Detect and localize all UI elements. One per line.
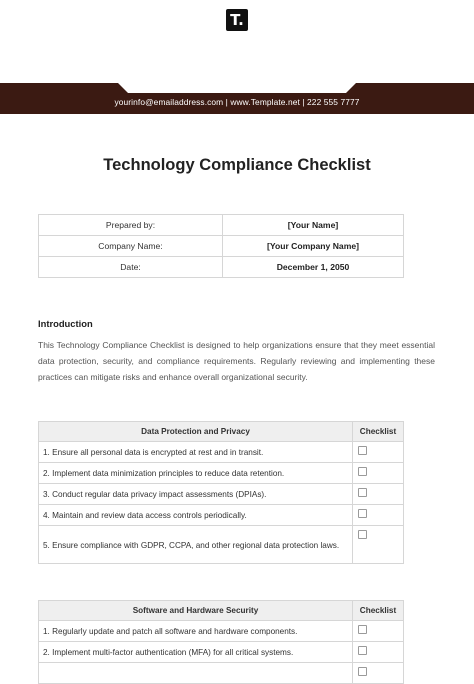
table-row <box>39 663 404 684</box>
table-row <box>39 642 404 663</box>
info-label-company: Company Name: <box>39 236 223 257</box>
checkbox[interactable] <box>358 667 367 676</box>
info-table <box>38 214 404 278</box>
section-title: Software and Hardware Security <box>39 601 353 621</box>
table-row <box>39 484 404 505</box>
introduction-body: This Technology Compliance Checklist is designed to help organizations ensure that they meet essential data protection, security, and compliance requirements. Regularly reviewing and implementing these practices can mitigate risks and enhance overall organizational security. <box>38 340 435 383</box>
info-value-prepared-by: [Your Name] <box>223 215 404 236</box>
section-title: Data Protection and Privacy <box>39 422 353 442</box>
checkbox[interactable] <box>358 488 367 497</box>
checklist-item: 2. Implement multi-factor authentication (MFA) for all critical systems. <box>39 642 353 663</box>
checklist-item: 1. Ensure all personal data is encrypted at rest and in transit. <box>39 442 353 463</box>
checkbox[interactable] <box>358 467 367 476</box>
checklist-item <box>39 663 353 684</box>
checkbox[interactable] <box>358 446 367 455</box>
info-value-date: December 1, 2050 <box>223 257 404 278</box>
checkbox[interactable] <box>358 530 367 539</box>
checkbox-cell <box>353 505 404 526</box>
table-row <box>39 442 404 463</box>
page-title: Technology Compliance Checklist <box>103 156 371 174</box>
section-software-hardware <box>38 600 404 684</box>
checkbox-cell <box>353 621 404 642</box>
checkbox[interactable] <box>358 509 367 518</box>
table-row <box>39 215 404 236</box>
table-row <box>39 526 404 564</box>
info-label-date: Date: <box>39 257 223 278</box>
checklist-item: 4. Maintain and review data access controls periodically. <box>39 505 353 526</box>
checkbox-cell <box>353 484 404 505</box>
introduction-heading: Introduction <box>38 318 93 329</box>
contact-line: yourinfo@emailaddress.com | www.Template.net | 222 555 7777 <box>114 97 360 107</box>
table-header-row <box>39 422 404 442</box>
checkbox[interactable] <box>358 625 367 634</box>
info-value-company: [Your Company Name] <box>223 236 404 257</box>
section-data-protection <box>38 421 404 564</box>
checkbox[interactable] <box>358 646 367 655</box>
checkbox-cell <box>353 463 404 484</box>
checkbox-cell <box>353 663 404 684</box>
table-row <box>39 257 404 278</box>
checkbox-cell <box>353 642 404 663</box>
checkbox-cell <box>353 442 404 463</box>
checklist-item: 3. Conduct regular data privacy impact assessments (DPIAs). <box>39 484 353 505</box>
table-row <box>39 463 404 484</box>
logo: T. <box>226 9 248 31</box>
table-row <box>39 621 404 642</box>
checklist-item: 2. Implement data minimization principles to reduce data retention. <box>39 463 353 484</box>
table-row <box>39 236 404 257</box>
table-header-row <box>39 601 404 621</box>
checklist-item: 1. Regularly update and patch all software and hardware components. <box>39 621 353 642</box>
checklist-header: Checklist <box>353 422 404 442</box>
table-row <box>39 505 404 526</box>
checkbox-cell <box>353 526 404 564</box>
checklist-header: Checklist <box>353 601 404 621</box>
info-label-prepared-by: Prepared by: <box>39 215 223 236</box>
checklist-item: 5. Ensure compliance with GDPR, CCPA, and other regional data protection laws. <box>39 526 353 564</box>
